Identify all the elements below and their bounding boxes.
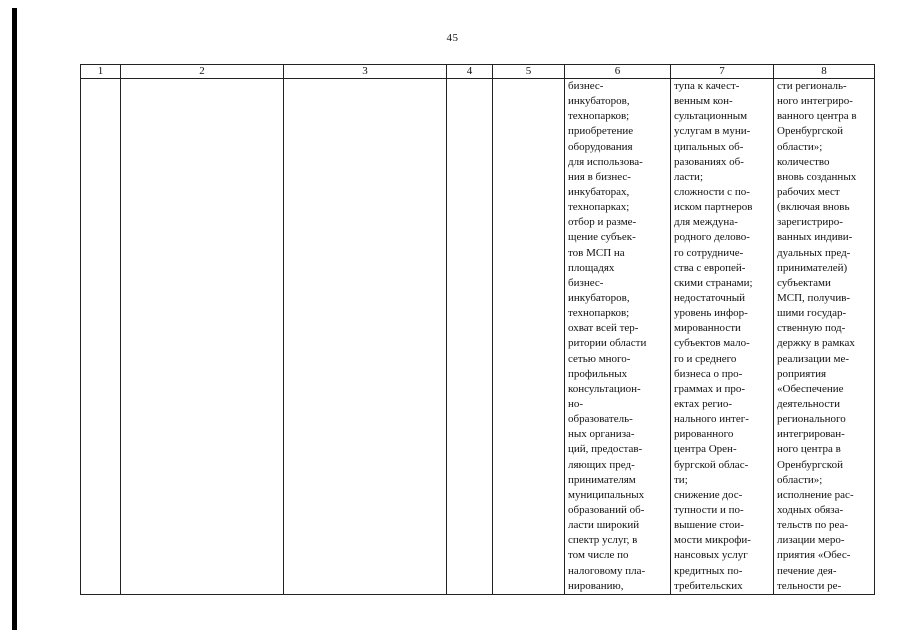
column-header-2: 2 bbox=[121, 65, 284, 79]
text-line: тельности ре- bbox=[777, 579, 842, 592]
text-line: интегрирован- bbox=[777, 428, 845, 441]
text-line: области»; bbox=[777, 473, 823, 486]
text-line: регионального bbox=[777, 413, 846, 426]
column-header-5: 5 bbox=[493, 65, 565, 79]
cell-col-3 bbox=[284, 79, 447, 595]
text-line: оборудования bbox=[568, 140, 633, 153]
text-line: бизнес- bbox=[568, 276, 604, 289]
text-line: требительских bbox=[674, 579, 743, 592]
text-line: бизнеса о про- bbox=[674, 367, 743, 380]
text-line: реализации ме- bbox=[777, 352, 850, 365]
text-line: кредитных по- bbox=[674, 564, 743, 577]
text-line: нансовых услуг bbox=[674, 549, 748, 562]
text-line: держку в рамках bbox=[777, 337, 855, 350]
text-line: муниципальных bbox=[568, 488, 645, 501]
text-line: технопарках; bbox=[568, 201, 630, 214]
column-header-8: 8 bbox=[774, 65, 875, 79]
text-line: ритории области bbox=[568, 337, 647, 350]
text-line: ства с европей- bbox=[674, 261, 746, 274]
text-line: образований об- bbox=[568, 503, 645, 516]
text-line: мости микрофи- bbox=[674, 534, 751, 547]
text-line: инкубаторов, bbox=[568, 291, 630, 304]
text-line: приобретение bbox=[568, 125, 634, 138]
text-line: услугам в муни- bbox=[674, 125, 751, 138]
text-line: ляющих пред- bbox=[568, 458, 635, 471]
text-line: ти; bbox=[674, 473, 688, 486]
text-line: граммах и про- bbox=[674, 382, 746, 395]
text-line: ния в бизнес- bbox=[568, 170, 631, 183]
text-line: сти региональ- bbox=[777, 80, 847, 92]
text-line: субъектами bbox=[777, 276, 831, 289]
cell-col-4 bbox=[447, 79, 493, 595]
text-line: количество bbox=[777, 155, 830, 168]
header-row bbox=[81, 65, 875, 79]
text-line: снижение дос- bbox=[674, 488, 743, 501]
text-line: дуальных пред- bbox=[777, 246, 851, 259]
text-line: рабочих мест bbox=[777, 185, 840, 198]
text-line: площадях bbox=[568, 261, 615, 274]
text-line: тельств по реа- bbox=[777, 519, 849, 532]
text-line: роприятия bbox=[777, 367, 827, 380]
text-line: образователь- bbox=[568, 413, 633, 426]
column-header-7: 7 bbox=[671, 65, 774, 79]
cell-col-7 bbox=[671, 79, 774, 595]
text-line: исполнение рас- bbox=[777, 488, 854, 501]
cell-col-8 bbox=[774, 79, 875, 595]
text-line: бургской облас- bbox=[674, 458, 749, 471]
text-line: отбор и разме- bbox=[568, 216, 637, 229]
text-line: деятельности bbox=[777, 397, 840, 410]
cell-col-2 bbox=[121, 79, 284, 595]
text-line: лизации меро- bbox=[777, 534, 845, 547]
text-line: технопарков; bbox=[568, 110, 630, 123]
text-line: для использова- bbox=[568, 155, 643, 168]
text-line: технопарков; bbox=[568, 307, 630, 320]
text-line: ектах регио- bbox=[674, 397, 733, 410]
text-line: налоговому пла- bbox=[568, 564, 646, 577]
text-line: ласти; bbox=[674, 170, 704, 183]
text-line: ходных обяза- bbox=[777, 503, 844, 516]
text-line: инкубаторов, bbox=[568, 95, 630, 108]
text-line: инкубаторах, bbox=[568, 185, 630, 198]
text-line: сложности с по- bbox=[674, 185, 750, 198]
text-line: принимателям bbox=[568, 473, 636, 486]
text-line: профильных bbox=[568, 367, 628, 380]
text-line: для междуна- bbox=[674, 216, 738, 229]
cell-col-6 bbox=[565, 79, 671, 595]
text-line: нального интег- bbox=[674, 413, 749, 426]
text-line: щение субъек- bbox=[568, 231, 636, 244]
text-line: ного центра в bbox=[777, 443, 841, 456]
text-line: ций, предостав- bbox=[568, 443, 643, 456]
text-line: ванного центра в bbox=[777, 110, 857, 123]
cell-col-1 bbox=[81, 79, 121, 595]
text-line: уровень инфор- bbox=[674, 307, 748, 320]
text-line: го сотрудниче- bbox=[674, 246, 744, 259]
col6-text bbox=[565, 79, 670, 594]
column-header-1: 1 bbox=[81, 65, 121, 79]
text-line: спектр услуг, в bbox=[568, 534, 638, 547]
text-line: рированного bbox=[674, 428, 734, 441]
text-line: тов МСП на bbox=[568, 246, 625, 259]
col8-text bbox=[774, 79, 874, 594]
text-line: скими странами; bbox=[674, 276, 753, 289]
text-line: охват всей тер- bbox=[568, 322, 639, 335]
text-line: ственную под- bbox=[777, 322, 846, 335]
text-line: родного делово- bbox=[674, 231, 750, 244]
text-line: печение дея- bbox=[777, 564, 837, 577]
text-line: мированности bbox=[674, 322, 741, 335]
text-line: Оренбургской bbox=[777, 458, 843, 471]
data-table bbox=[80, 64, 875, 595]
text-line: МСП, получив- bbox=[777, 291, 851, 304]
text-line: шими государ- bbox=[777, 307, 847, 320]
text-line: ципальных об- bbox=[674, 140, 744, 153]
text-line: ванных индиви- bbox=[777, 231, 853, 244]
text-line: го и среднего bbox=[674, 352, 737, 365]
text-line: нированию, bbox=[568, 579, 624, 592]
text-line: (включая вновь bbox=[777, 201, 850, 214]
text-line: центра Орен- bbox=[674, 443, 737, 456]
text-line: принимателей) bbox=[777, 261, 848, 274]
text-line: вышение стои- bbox=[674, 519, 744, 532]
page-number: 45 bbox=[446, 32, 459, 44]
text-line: тупа к качест- bbox=[674, 80, 740, 92]
text-line: ласти широкий bbox=[568, 519, 640, 532]
text-line: области»; bbox=[777, 140, 823, 153]
text-line: ного интегриро- bbox=[777, 95, 853, 108]
text-line: консультацион- bbox=[568, 382, 641, 395]
cell-col-5 bbox=[493, 79, 565, 595]
text-line: «Обеспечение bbox=[777, 382, 844, 395]
column-header-3: 3 bbox=[284, 65, 447, 79]
text-line: вновь созданных bbox=[777, 170, 857, 183]
text-line: приятия «Обес- bbox=[777, 549, 851, 562]
text-line: сетью много- bbox=[568, 352, 631, 365]
column-header-4: 4 bbox=[447, 65, 493, 79]
text-line: субъектов мало- bbox=[674, 337, 750, 350]
text-line: сультационным bbox=[674, 110, 748, 123]
text-line: недостаточный bbox=[674, 291, 745, 304]
text-line: разованиях об- bbox=[674, 155, 744, 168]
text-line: иском партнеров bbox=[674, 201, 753, 214]
text-line: Оренбургской bbox=[777, 125, 843, 138]
text-line: ных организа- bbox=[568, 428, 635, 441]
text-line: зарегистриро- bbox=[777, 216, 843, 229]
text-line: венным кон- bbox=[674, 95, 733, 108]
column-header-6: 6 bbox=[565, 65, 671, 79]
binding-edge bbox=[12, 8, 17, 630]
text-line: том числе по bbox=[568, 549, 629, 562]
table-row bbox=[81, 79, 875, 595]
text-line: но- bbox=[568, 397, 584, 410]
text-line: тупности и по- bbox=[674, 503, 744, 516]
text-line: бизнес- bbox=[568, 80, 604, 92]
col7-text bbox=[671, 79, 773, 594]
